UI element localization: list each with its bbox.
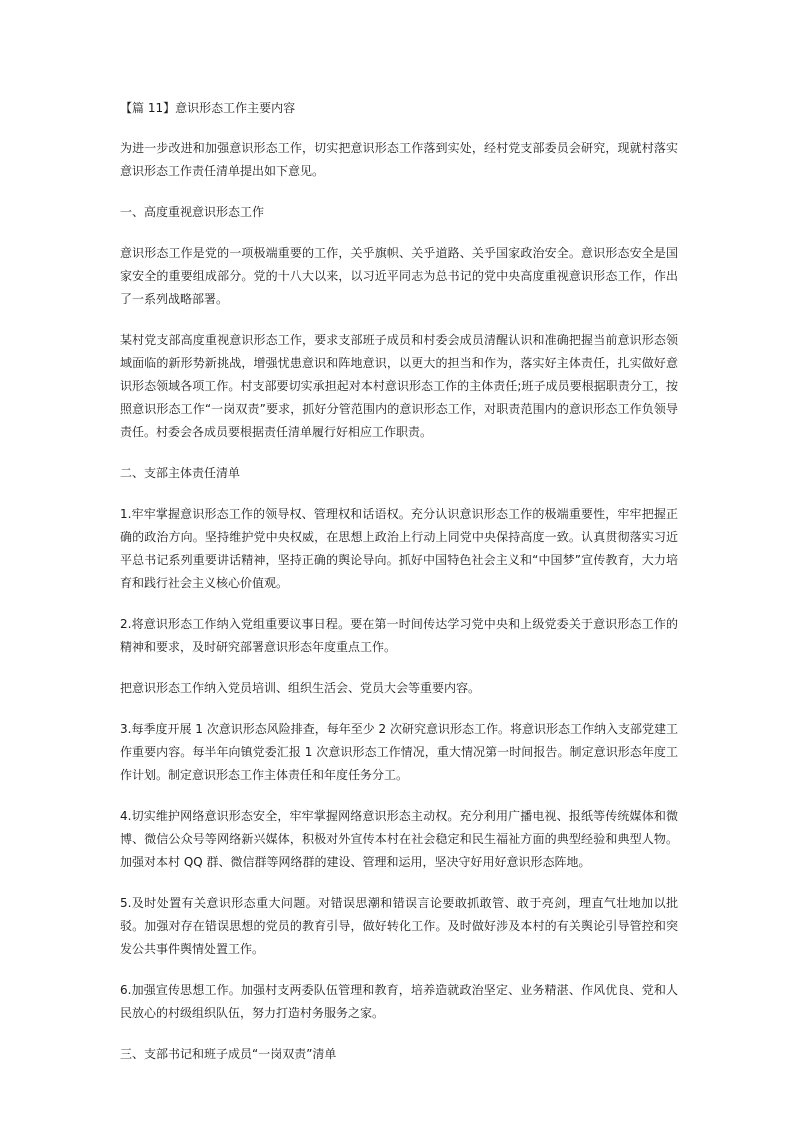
document-title: 【篇 11】意识形态工作主要内容: [120, 101, 296, 115]
list-item-6: 6.加强宣传思想工作。加强村支两委队伍管理和教育，培养造就政治坚定、业务精湛、作风优良、党和人民放心的村级组织队伍，努力打造村务服务之家。: [120, 983, 678, 1020]
section-1-paragraph-1: 意识形态工作是党的一项极端重要的工作，关乎旗帜、关乎道路、关乎国家政治安全。意识形态安全是国家安全的重要组成部分。党的十八大以来，以习近平同志为总书记的党中央高度重视意识形态工作，作出了一系列战略部署。: [120, 246, 678, 306]
section-2-heading: 二、支部主体责任清单: [120, 466, 241, 480]
list-item-5: 5.及时处置有关意识形态重大问题。对错误思潮和错误言论要敢抓敢管、敢于亮剑，理直气壮地加以批驳。加强对存在错误思想的党员的教育引导，做好转化工作。及时做好涉及本村的有关舆论引导管控和突发公共事件舆情处置工作。: [120, 896, 678, 956]
document-body: [120, 97, 678, 1066]
list-item-2: 2.将意识形态工作纳入党组重要议事日程。要在第一时间传达学习党中央和上级党委关于意识形态工作的精神和要求，及时研究部署意识形态年度重点工作。: [120, 617, 678, 654]
section-3-heading: 三、支部书记和班子成员“一岗双责”清单: [120, 1047, 337, 1061]
section-1-paragraph-2: 某村党支部高度重视意识形态工作，要求支部班子成员和村委会成员清醒认识和准确把握当前意识形态领域面临的新形势新挑战，增强忧患意识和阵地意识，以更大的担当和作为，落实好主体责任，扎实做好意识形态领域各项工作。村支部要切实承担起对本村意识形态工作的主体责任;班子成员要根据职责分工，按照意识形态工作“一岗双责”要求，抓好分管范围内的意识形态工作，对职责范围内的意识形态工作负领导责任。村委会各成员要根据责任清单履行好相应工作职责。: [120, 333, 678, 439]
list-item-4: 4.切实维护网络意识形态安全，牢牢掌握网络意识形态主动权。充分利用广播电视、报纸等传统媒体和微博、微信公众号等网络新兴媒体，积极对外宣传本村在社会稳定和民生福祉方面的典型经验和典型人物。加强对本村 QQ 群、微信群等网络群的建设、管理和运用，坚决守好用好意识形态阵地。: [120, 809, 678, 869]
intro-paragraph: 为进一步改进和加强意识形态工作，切实把意识形态工作落到实处，经村党支部委员会研究，现就村落实意识形态工作责任清单提出如下意见。: [120, 141, 678, 178]
section-1-heading: 一、高度重视意识形态工作: [120, 205, 265, 219]
list-item-3: 3.每季度开展 1 次意识形态风险排查，每年至少 2 次研究意识形态工作。将意识形态工作纳入支部党建工作重要内容。每半年向镇党委汇报 1 次意识形态工作情况，重大情况第一时间报告。制定意识形态年度工作计划。制定意识形态工作主体责任和年度任务分工。: [120, 722, 678, 782]
list-item-2-continuation: 把意识形态工作纳入党员培训、组织生活会、党员大会等重要内容。: [120, 681, 481, 695]
list-item-1: 1.牢牢掌握意识形态工作的领导权、管理权和话语权。充分认识意识形态工作的极端重要性，牢牢把握正确的政治方向。坚持维护党中央权威，在思想上政治上行动上同党中央保持高度一致。认真贯彻落实习近平总书记系列重要讲话精神，坚持正确的舆论导向。抓好中国特色社会主义和“中国梦”宣传教育，大力培育和践行社会主义核心价值观。: [120, 507, 678, 590]
